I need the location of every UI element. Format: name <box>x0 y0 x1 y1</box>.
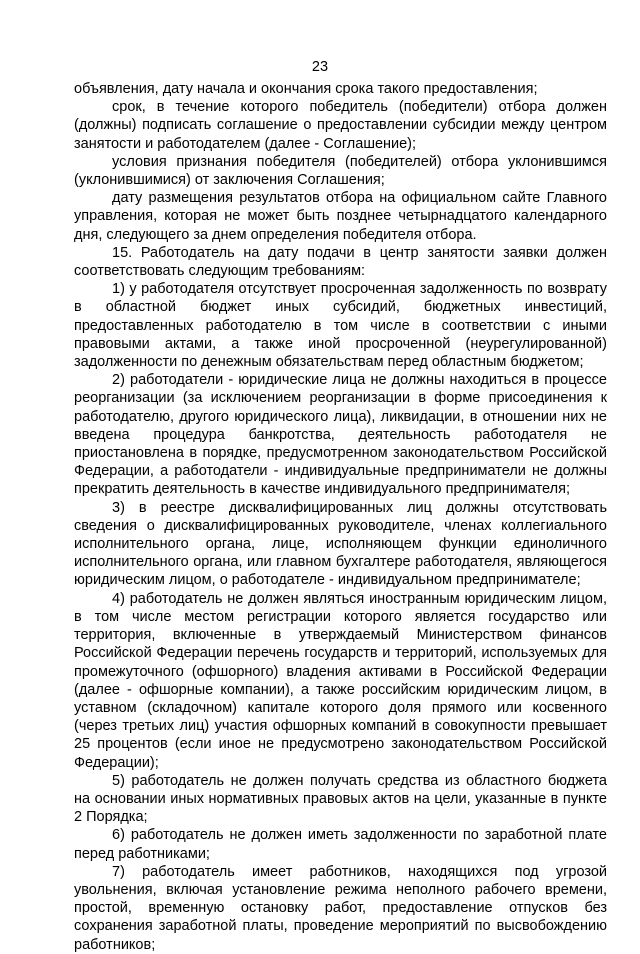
paragraph: дату размещения результатов отбора на официальном сайте Главного управления, которая не может быть позднее четырнадцатого календарного дня, следующего за днем определения победителя отбора. <box>74 190 607 243</box>
paragraph: 2) работодатели - юридические лица не должны находиться в процессе реорганизации (за исключением реорганизации в форме присоединения к работодателю, другого юридического лица), ликвидации, в отношении них не введена процедура банкротства, деятельность работодателя не приостановлена в порядке, предусмотренном законодательством Российской Федерации, а работодатели - индивидуальные предприниматели не должны прекратить деятельность в качестве индивидуального предпринимателя; <box>74 372 607 498</box>
paragraph: условия признания победителя (победителей) отбора уклонившимся (уклонившимися) от заключения Соглашения; <box>74 153 607 189</box>
paragraph: 15. Работодатель на дату подачи в центр занятости заявки должен соответствовать следующим требованиям: <box>74 244 607 280</box>
paragraph: объявления, дату начала и окончания срока такого предоставления; <box>74 81 538 97</box>
page-number: 23 <box>311 59 329 75</box>
paragraph: 1) у работодателя отсутствует просроченная задолженность по возврату в областной бюджет иных субсидий, бюджетных инвестиций, предоставленных работодателю в том числе в соответствии с иными правовыми актами, а также иной просроченной (неурегулированной) задолженности по денежным обязательствам перед областным бюджетом; <box>74 281 607 371</box>
paragraph: 7) работодатель имеет работников, находящихся под угрозой увольнения, включая установление режима неполного рабочего времени, простой, временную остановку работ, предоставление отпусков без сохранения заработной платы, проведение мероприятий по высвобождению работников; <box>74 863 607 953</box>
document-body <box>74 80 607 954</box>
paragraph: срок, в течение которого победитель (победители) отбора должен (должны) подписать соглашение о предоставлении субсидии между центром занятости и работодателем (далее - Соглашение); <box>74 99 607 152</box>
paragraph: 6) работодатель не должен иметь задолженности по заработной плате перед работниками; <box>74 827 607 862</box>
paragraph: 5) работодатель не должен получать средства из областного бюджета на основании иных нормативных правовых актов на цели, указанные в пункте 2 Порядка; <box>74 772 607 826</box>
paragraph: 4) работодатель не должен являться иностранным юридическим лицом, в том числе местом регистрации которого является государство или территория, включенные в утверждаемый Министерством финансов Российской Федерации перечень государств и территорий, используемых для промежуточного (офшорного) владения активами в Российской Федерации (далее - офшорные компании), а также российским юридическим лицом, в уставном (складочном) капитале которого доля прямого или косвенного (через третьих лиц) участия офшорных компаний в совокупности превышает 25 процентов (если иное не предусмотрено законодательством Российской Федерации); <box>74 590 607 771</box>
paragraph: 3) в реестре дисквалифицированных лиц должны отсутствовать сведения о дисквалифицированных руководителе, членах коллегиального исполнительного органа, лице, исполняющем функции единоличного исполнительного органа, или главном бухгалтере работодателя, являющегося юридическим лицом, о работодателе - индивидуальном предпринимателе; <box>74 499 607 589</box>
